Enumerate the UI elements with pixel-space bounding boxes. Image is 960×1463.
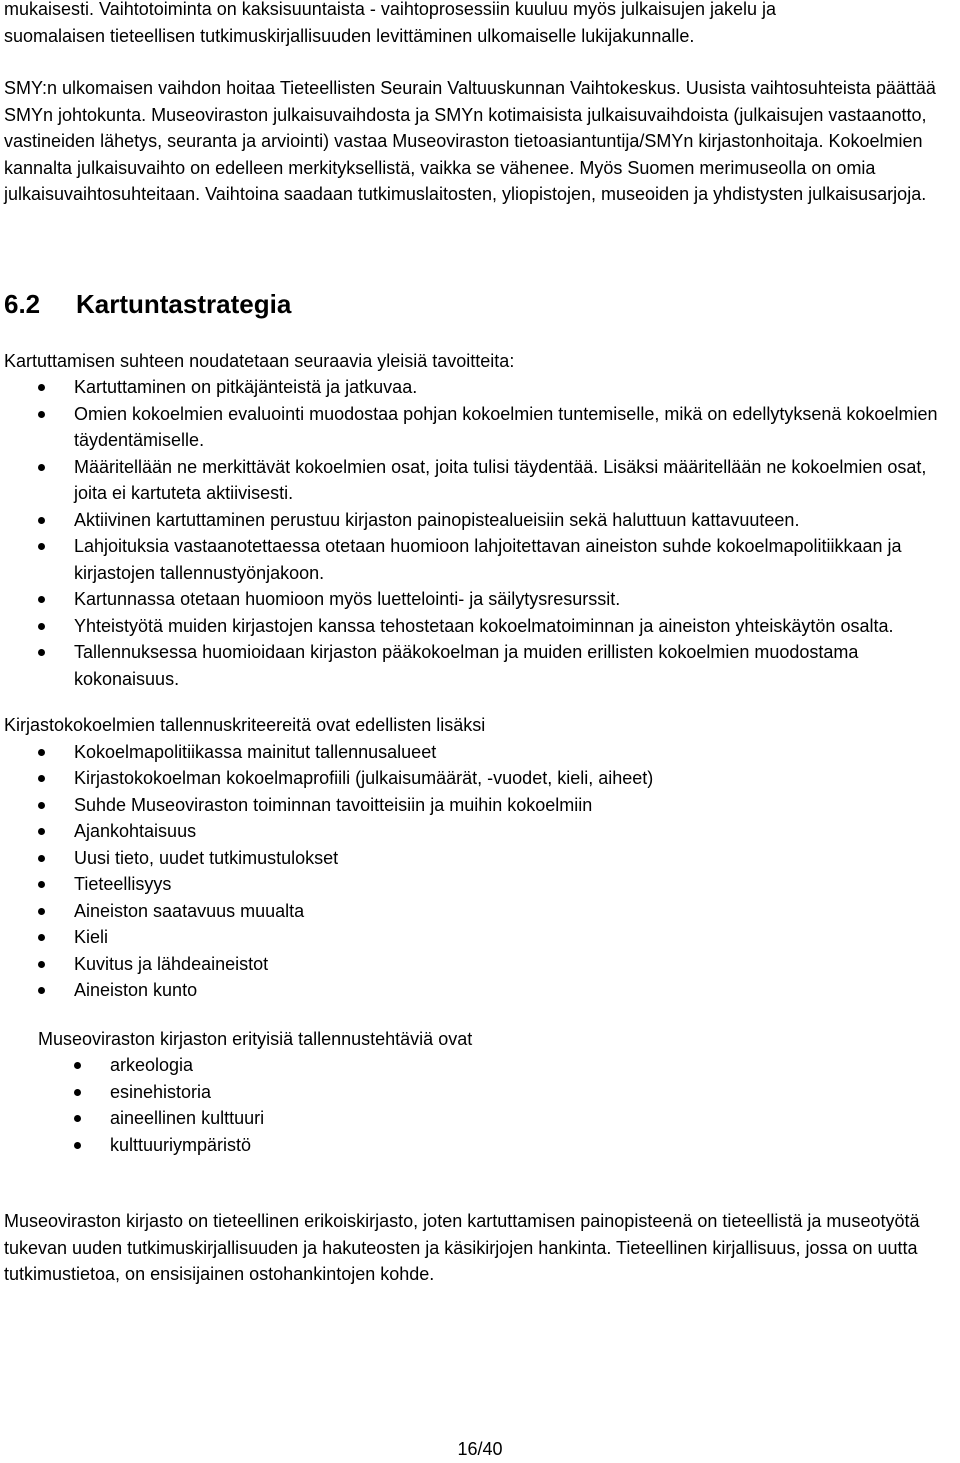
list-item: Aineiston saatavuus muualta	[4, 898, 958, 925]
criteria-intro: Kirjastokokoelmien tallennuskriteereitä ovat edellisten lisäksi	[4, 715, 486, 735]
list-item: kulttuuriympäristö	[4, 1132, 958, 1159]
section-number: 6.2	[4, 288, 41, 319]
special-intro: Museoviraston kirjaston erityisiä tallennustehtäviä ovat	[38, 1028, 473, 1049]
list-item: Kartuttaminen on pitkäjänteistä ja jatkuvaa.	[4, 374, 958, 401]
smy-paragraph: SMY:n ulkomaisen vaihdon hoitaa Tieteellisten Seurain Valtuuskunnan Vaihtokeskus. Uusista vaihtosuhteista päättää SMYn johtokunta. Museoviraston julkaisuvaihdosta ja SMYn kotimaisista julkaisuvaihdoista (julkaisujen vastaanotto, vastineiden lähetys, seuranta ja arviointi) vastaa Museoviraston tietoasiantuntija/SMYn kirjastonhoitaja. Kokoelmien kannalta julkaisuvaihto on edelleen merkityksellistä, vaikka se vähenee. Myös Suomen merimuseolla on omia julkaisuvaihtosuhteitaan. Vaihtoina saadaan tutkimuslaitosten, yliopistojen, museoiden ja yhdistysten julkaisusarjoja.	[4, 78, 936, 204]
list-item: Aineiston kunto	[4, 977, 958, 1004]
list-item: Kieli	[4, 924, 958, 951]
section-heading	[4, 288, 958, 320]
list-item: Kuvitus ja lähdeaineistot	[4, 951, 958, 978]
list-item: Kirjastokokoelman kokoelmaprofiili (julkaisumäärät, -vuodet, kieli, aiheet)	[4, 765, 958, 792]
closing-paragraph: Museoviraston kirjasto on tieteellinen erikoiskirjasto, joten kartuttamisen painopisteenä on tieteellistä ja museotyötä tukevan uuden tutkimuskirjallisuuden ja hakuteosten ja käsikirjojen hankinta. Tieteellinen kirjallisuus, jossa on uutta tutkimustietoa, on ensisijainen ostohankintojen kohde.	[4, 1211, 920, 1284]
list-item: Yhteistyötä muiden kirjastojen kanssa tehostetaan kokoelmatoiminnan ja aineiston yhteiskäytön osalta.	[4, 613, 958, 640]
list-item: Tallennuksessa huomioidaan kirjaston pääkokoelman ja muiden erillisten kokoelmien muodostama kokonaisuus.	[4, 639, 958, 692]
list-item: Tieteellisyys	[4, 871, 958, 898]
list-item: arkeologia	[4, 1052, 958, 1079]
section-title: Kartuntastrategia	[76, 288, 292, 319]
list-item: Ajankohtaisuus	[4, 818, 958, 845]
intro-paragraph	[4, 0, 958, 49]
list-item: Määritellään ne merkittävät kokoelmien osat, joita tulisi täydentää. Lisäksi määritellään ne kokoelmien osat, joita ei kartuteta aktiivisesti.	[4, 454, 958, 507]
list-item: esinehistoria	[4, 1079, 958, 1106]
goals-list	[4, 374, 958, 692]
document-page	[4, 0, 958, 1288]
page-number: 16/40	[457, 1439, 503, 1459]
list-item: Suhde Museoviraston toiminnan tavoitteisiin ja muihin kokoelmiin	[4, 792, 958, 819]
list-item: Kokoelmapolitiikassa mainitut tallennusalueet	[4, 739, 958, 766]
goals-intro: Kartuttamisen suhteen noudatetaan seuraavia yleisiä tavoitteita:	[4, 350, 515, 371]
intro-line-1: mukaisesti. Vaihtotoiminta on kaksisuuntaista - vaihtoprosessiin kuuluu myös julkaisujen jakelu ja	[4, 0, 777, 19]
list-item: Lahjoituksia vastaanotettaessa otetaan huomioon lahjoitettavan aineiston suhde kokoelmapolitiikkaan ja kirjastojen tallennustyönjakoon.	[4, 533, 958, 586]
intro-line-2: suomalaisen tieteellisen tutkimuskirjallisuuden levittäminen ulkomaiselle lukijakunnalle.	[4, 25, 695, 46]
list-item: Uusi tieto, uudet tutkimustulokset	[4, 845, 958, 872]
list-item: Kartunnassa otetaan huomioon myös luettelointi- ja säilytysresurssit.	[4, 586, 958, 613]
list-item: Omien kokoelmien evaluointi muodostaa pohjan kokoelmien tuntemiselle, mikä on edellytyksenä kokoelmien täydentämiselle.	[4, 401, 958, 454]
special-list	[4, 1052, 958, 1158]
list-item: Aktiivinen kartuttaminen perustuu kirjaston painopistealueisiin sekä haluttuun kattavuuteen.	[4, 507, 958, 534]
list-item: aineellinen kulttuuri	[4, 1105, 958, 1132]
criteria-list	[4, 739, 958, 1004]
